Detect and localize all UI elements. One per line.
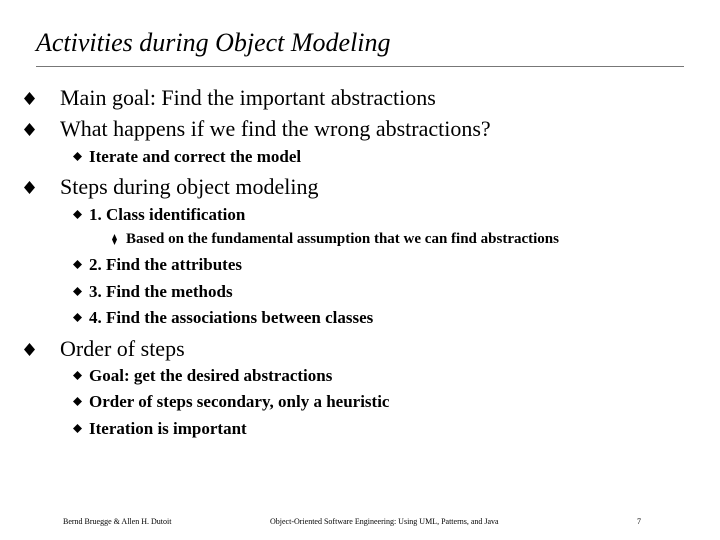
bullet-text: What happens if we find the wrong abstractions? [60, 116, 491, 141]
diamond-bullet-icon [24, 92, 35, 105]
diamond-bullet-icon [24, 181, 35, 194]
diamond-subbullet-icon [73, 152, 82, 161]
diamond-subbullet-icon [73, 287, 82, 296]
diamond-subbullet-icon [73, 210, 82, 219]
bullet-text: Main goal: Find the important abstractions [60, 85, 436, 110]
bullet-text: Steps during object modeling [60, 174, 319, 199]
narrow-diamond-bullet-icon [112, 234, 117, 245]
footer-authors: Bernd Bruegge & Allen H. Dutoit [63, 517, 172, 526]
title-rule [36, 66, 684, 67]
diamond-subbullet-icon [73, 397, 82, 406]
subsubbullet-text: Based on the fundamental assumption that we can find abstractions [126, 231, 559, 247]
subbullet-text: Order of steps secondary, only a heuristic [89, 392, 390, 411]
diamond-bullet-icon [24, 123, 35, 136]
bullet-text: Order of steps [60, 336, 185, 361]
subbullet-text: Goal: get the desired abstractions [89, 366, 333, 385]
subbullet-text: 1. Class identification [89, 205, 246, 224]
footer-book-title: Object-Oriented Software Engineering: Using UML, Patterns, and Java [270, 517, 499, 526]
subbullet-text: Iteration is important [89, 419, 247, 438]
footer-page-number: 7 [637, 517, 641, 526]
slide-title: Activities during Object Modeling [36, 28, 391, 57]
subbullet-text: Iterate and correct the model [89, 147, 302, 166]
subbullet-text: 2. Find the attributes [89, 255, 242, 274]
diamond-bullet-icon [24, 343, 35, 356]
diamond-subbullet-icon [73, 371, 82, 380]
diamond-subbullet-icon [73, 313, 82, 322]
subbullet-text: 4. Find the associations between classes [89, 308, 374, 327]
diamond-subbullet-icon [73, 424, 82, 433]
subbullet-text: 3. Find the methods [89, 282, 233, 301]
diamond-subbullet-icon [73, 260, 82, 269]
